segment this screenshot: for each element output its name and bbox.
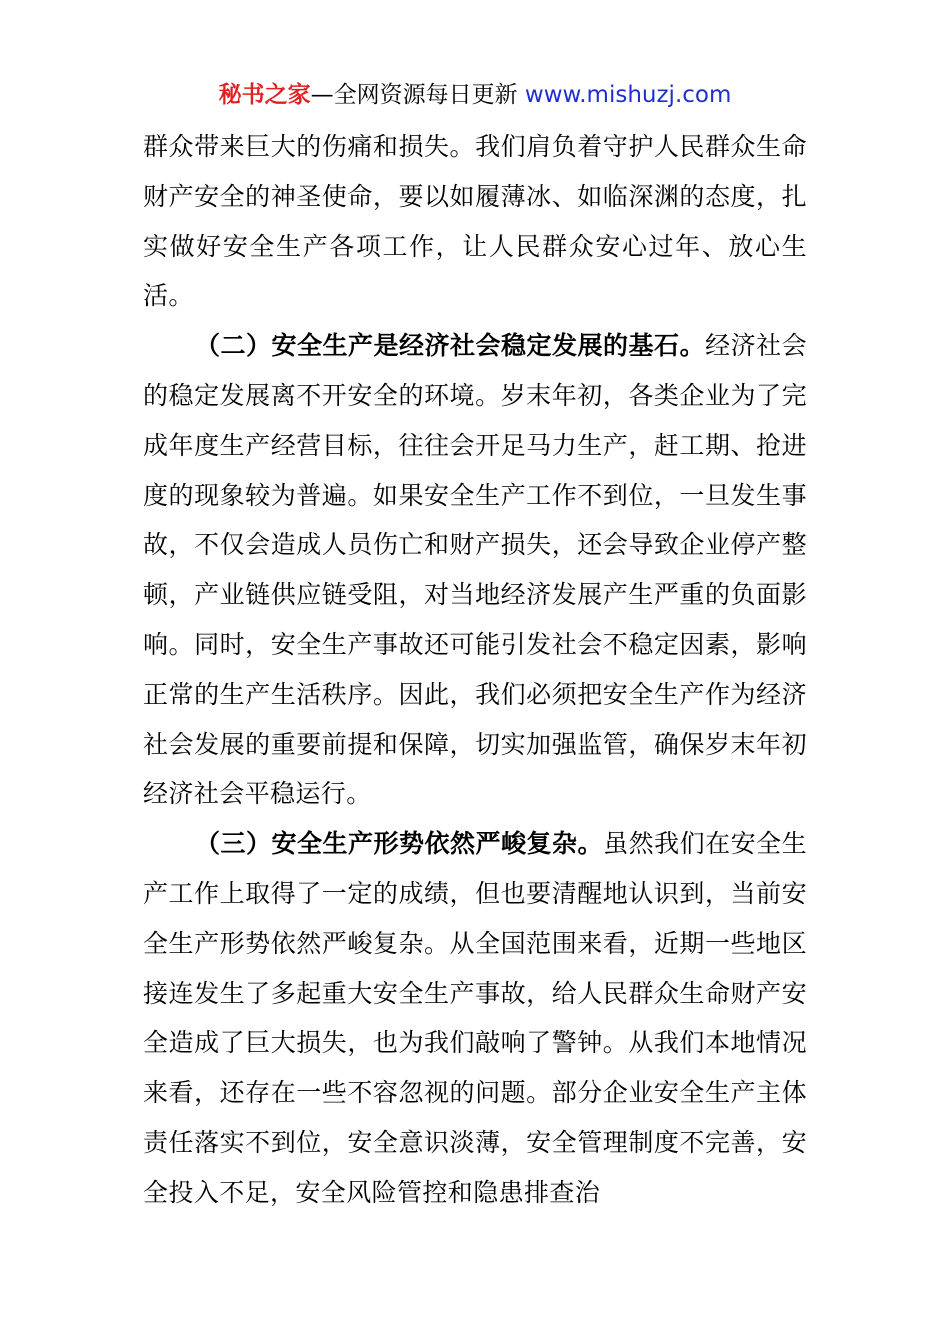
- section-heading: （二）安全生产是经济社会稳定发展的基石。: [195, 331, 706, 361]
- site-header: [0, 78, 950, 112]
- paragraph-text: 群众带来巨大的伤痛和损失。我们肩负着守护人民群众生命财产安全的神圣使命，要以如履薄冰、如临深渊的态度，扎实做好安全生产各项工作，让人民群众安心过年、放心生活。: [143, 132, 807, 311]
- paragraph-section-3: [143, 819, 807, 1217]
- document-body: [143, 122, 807, 1218]
- header-tagline: —全网资源每日更新: [310, 82, 518, 108]
- section-heading: （三）安全生产形势依然严峻复杂。: [195, 829, 604, 859]
- paragraph-text: 虽然我们在安全生产工作上取得了一定的成绩，但也要清醒地认识到，当前安全生产形势依然严峻复杂。从全国范围来看，近期一些地区接连发生了多起重大安全生产事故，给人民群众生命财产安全造成了巨大损失，也为我们敲响了警钟。从我们本地情况来看，还存在一些不容忽视的问题。部分企业安全生产主体责任落实不到位，安全意识淡薄，安全管理制度不完善，安全投入不足，安全风险管控和隐患排查治: [143, 829, 808, 1207]
- paragraph-text: 经济社会的稳定发展离不开安全的环境。岁末年初，各类企业为了完成年度生产经营目标，往往会开足马力生产，赶工期、抢进度的现象较为普遍。如果安全生产工作不到位，一旦发生事故，不仅会造成人员伤亡和财产损失，还会导致企业停产整顿，产业链供应链受阻，对当地经济发展产生严重的负面影响。同时，安全生产事故还可能引发社会不稳定因素，影响正常的生产生活秩序。因此，我们必须把安全生产作为经济社会发展的重要前提和保障，切实加强监管，确保岁末年初经济社会平稳运行。: [143, 331, 807, 809]
- paragraph-continuation: [143, 122, 807, 321]
- paragraph-section-2: [143, 321, 807, 819]
- brand-name: 秘书之家: [218, 82, 311, 108]
- site-url-link[interactable]: www.mishuzj.com: [524, 82, 732, 108]
